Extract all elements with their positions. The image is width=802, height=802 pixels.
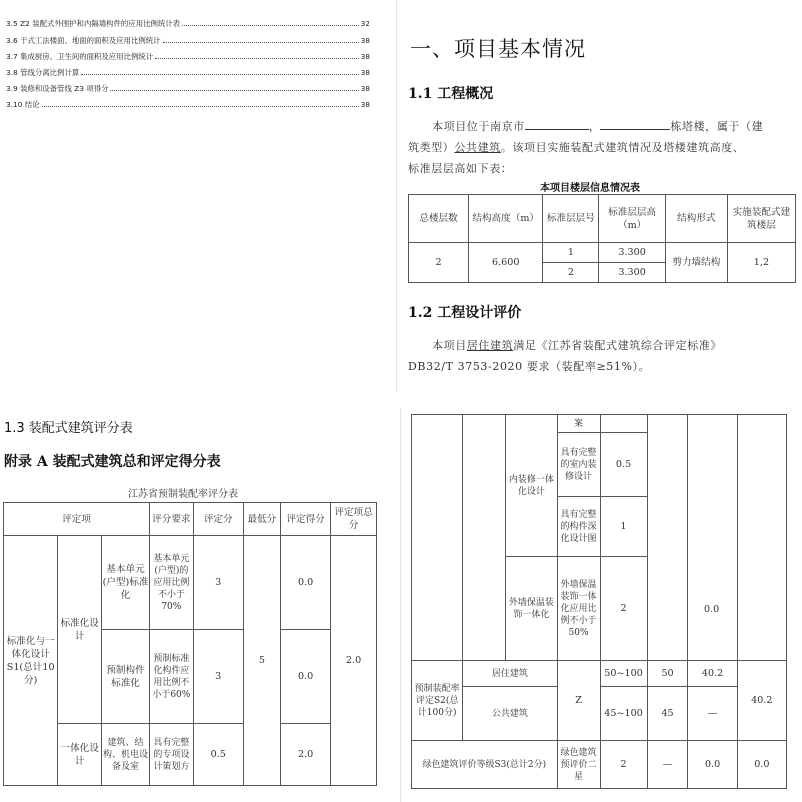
- table-cell: 45~100: [600, 687, 647, 741]
- table-cell: 1: [543, 243, 599, 263]
- toc-entry-label: 3.9 装修和设备管线 Z3 项得分: [6, 84, 109, 93]
- table-header: 最低分: [243, 503, 280, 536]
- toc-leader: [155, 50, 358, 59]
- table-cell: 外墙保温装饰一体化: [506, 557, 557, 661]
- table-cell: 公共建筑: [463, 687, 557, 741]
- table-cell: 建筑、结构、机电设备及室: [102, 724, 150, 786]
- table-cell: 2.0: [331, 536, 377, 786]
- table-cell: 45: [647, 687, 688, 741]
- table-title: 江苏省预制装配率评分表: [128, 489, 238, 500]
- table-cell: 0.0: [281, 536, 331, 630]
- table-header: 评定项: [4, 503, 150, 536]
- toc-leader: [81, 66, 358, 75]
- appendix-heading: 附录 A 装配式建筑总和评定得分表: [4, 454, 221, 470]
- building-type-link: 公共建筑: [454, 141, 501, 154]
- toc-entry[interactable]: [6, 98, 370, 111]
- toc-entry-page: 38: [360, 68, 370, 77]
- table-cell: 外墙保温装饰一体化应用比例不小于50%: [557, 557, 600, 661]
- text-run: DB32/T 3753-2020 要求（装配率≥51%）。: [408, 360, 651, 373]
- toc-entry-label: 3.7 集成厨房、卫生间的面积及应用比例统计: [6, 52, 154, 61]
- table-cell: Z: [557, 661, 600, 741]
- panel-divider-vertical-top: [396, 0, 397, 392]
- toc-leader: [110, 82, 358, 91]
- table-cell: 40.2: [737, 661, 786, 741]
- table-cell: 基本单元(户型)的应用比例不小于70%: [149, 536, 193, 630]
- table-cell: 预制构件标准化: [102, 630, 150, 724]
- text-run: 筑类型）: [408, 141, 455, 154]
- toc-entry-label: 3.10 结论: [6, 100, 40, 109]
- table-cell: [412, 415, 463, 661]
- table-cell: —: [688, 687, 737, 741]
- table-cell: 2: [543, 263, 599, 283]
- toc-entry[interactable]: [6, 34, 370, 47]
- toc-entry-page: 38: [360, 100, 370, 109]
- table-cell: 0.5: [600, 433, 647, 497]
- table-header: 评定分: [193, 503, 243, 536]
- table-cell: [737, 415, 786, 661]
- table-cell: 2: [409, 243, 469, 283]
- toc-entry[interactable]: [6, 82, 370, 95]
- table-header: 标准层层号: [543, 195, 599, 243]
- table-cell: —: [647, 741, 688, 789]
- text-run: 满足《江苏省装配式建筑综合评定标准》: [513, 339, 723, 352]
- score-table: [3, 502, 377, 786]
- toc-entry-page: 32: [360, 19, 370, 28]
- toc-entry[interactable]: [6, 66, 370, 79]
- table-cell: 2.0: [281, 724, 331, 786]
- toc-leader: [42, 98, 359, 107]
- table-header: 结构高度（m）: [469, 195, 543, 243]
- table-caption: 本项目楼层信息情况表: [540, 183, 640, 194]
- table-cell: 50~100: [600, 661, 647, 687]
- panel-divider-vertical-bottom: [400, 408, 401, 802]
- text-run: 栋塔楼，属于（建: [670, 120, 764, 133]
- overview-heading: 1.1 工程概况: [408, 86, 494, 102]
- toc-page: [0, 0, 392, 392]
- table-cell: 0.0: [688, 741, 737, 789]
- table-cell: 50: [647, 661, 688, 687]
- design-heading: 1.2 工程设计评价: [408, 305, 522, 321]
- table-cell: 2: [600, 557, 647, 661]
- table-cell: 3.300: [599, 243, 665, 263]
- table-cell: 居住建筑: [463, 661, 557, 687]
- table-cell: [688, 415, 737, 661]
- table-cell: 1: [600, 497, 647, 557]
- toc-entry-page: 38: [360, 36, 370, 45]
- table-cell: 5: [243, 536, 280, 786]
- table-cell: 具有完整的构件深化设计图: [557, 497, 600, 557]
- table-cell: 具有完整的专项设计策划方: [149, 724, 193, 786]
- table-cell: 基本单元(户型)标准化: [102, 536, 150, 630]
- table-header: 实施装配式建筑楼层: [727, 195, 795, 243]
- table-header: 评分要求: [149, 503, 193, 536]
- table-cell: 标准化设计: [58, 536, 102, 724]
- table-cell: [647, 415, 688, 661]
- table-cell: 具有完整的室内装修设计: [557, 433, 600, 497]
- table-cell: 0.0: [281, 630, 331, 724]
- text-run: 标准层层高如下表：: [408, 162, 513, 175]
- overview-paragraph: [408, 116, 794, 179]
- table-cell: 1,2: [727, 243, 795, 283]
- table-cell: 0.5: [193, 724, 243, 786]
- score-heading: 1.3 装配式建筑评分表: [4, 421, 133, 436]
- table-cell: 预制装配率评定S2(总计100分): [412, 661, 463, 741]
- floor-info-table: [408, 194, 796, 283]
- table-cell: 绿色建筑预评价二星: [557, 741, 600, 789]
- toc-leader: [182, 17, 359, 26]
- table-cell: 标准化与一体化设计S1(总计10分): [4, 536, 58, 786]
- table-header: 评定得分: [281, 503, 331, 536]
- toc-entry[interactable]: [6, 50, 370, 63]
- table-header: 标准层层高（m）: [599, 195, 665, 243]
- table-header: 评定项总分: [331, 503, 377, 536]
- table-cell: 6.600: [469, 243, 543, 283]
- toc-entry-label: 3.5 Z2 装配式外围护和内隔墙构件的应用比例统计表: [6, 19, 181, 28]
- text-run: 本项目: [432, 339, 467, 352]
- score-table-continued: [411, 414, 787, 789]
- text-run: 本项目位于南京市: [432, 120, 525, 133]
- table-cell: 内装修一体化设计: [506, 415, 557, 557]
- table-cell: 3: [193, 536, 243, 630]
- toc-entry-label: 3.6 干式工法楼面、地面的面积及应用比例统计: [6, 36, 161, 45]
- table-cell: [463, 415, 506, 661]
- toc-entry[interactable]: [6, 17, 370, 30]
- score-table-continued-page: [408, 408, 802, 802]
- toc-entry-label: 3.8 管线分离比例计算: [6, 68, 80, 77]
- table-cell: 案: [557, 415, 600, 433]
- design-paragraph: [408, 335, 794, 377]
- table-cell: 3.300: [599, 263, 665, 283]
- building-type-link: 居住建筑: [466, 339, 514, 352]
- table-header: 结构形式: [665, 195, 727, 243]
- table-cell: 40.2: [688, 661, 737, 687]
- table-cell-value: 0.0: [704, 604, 720, 615]
- text-run: 。该项目实施装配式建筑情况及塔楼建筑高度、: [500, 141, 745, 154]
- section-heading: 一、项目基本情况: [410, 37, 586, 61]
- table-cell: 剪力墙结构: [665, 243, 727, 283]
- table-cell: 预制标准化构件应用比例不小于60%: [149, 630, 193, 724]
- table-cell: 一体化设计: [58, 724, 102, 786]
- text-run: ，: [588, 120, 601, 133]
- table-header: 总楼层数: [409, 195, 469, 243]
- blank-field: [600, 117, 670, 130]
- table-cell: 绿色建筑评价等级S3(总计2分): [412, 741, 558, 789]
- table-cell: [600, 415, 647, 433]
- table-cell: 3: [193, 630, 243, 724]
- project-info-page: [402, 0, 802, 392]
- blank-field: [525, 117, 589, 130]
- toc-leader: [163, 34, 359, 43]
- toc-entry-page: 38: [360, 52, 370, 61]
- table-cell: 0.0: [737, 741, 786, 789]
- table-cell: 2: [600, 741, 647, 789]
- score-table-page: [0, 408, 392, 802]
- toc-entry-page: 38: [360, 84, 370, 93]
